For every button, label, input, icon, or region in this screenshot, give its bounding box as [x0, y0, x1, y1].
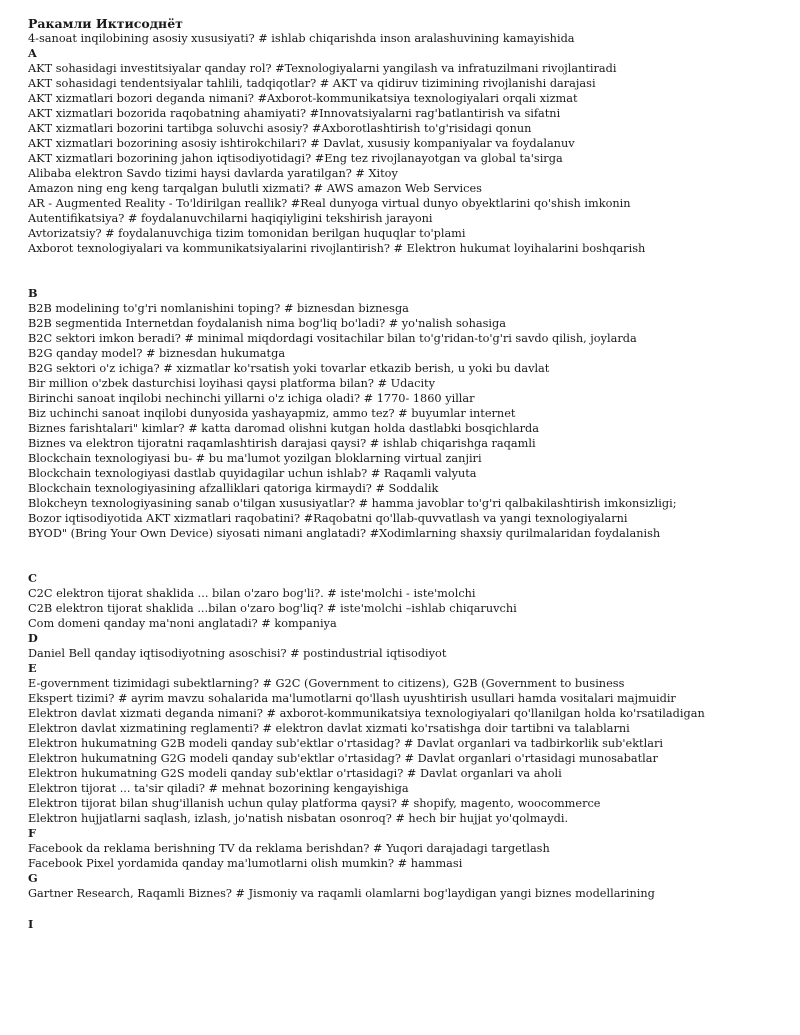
qa-line: B2C sektori imkon beradi? # minimal miqdordagi vositachilar bilan to'g'ridan-to'g'ri savdo qilish, joylarda	[28, 332, 637, 345]
qa-line: Biznes va elektron tijoratni raqamlashtirish darajasi qaysi? # ishlab chiqarishga raqamli	[28, 437, 536, 450]
qa-line: B2G qanday model? # biznesdan hukumatga	[28, 347, 286, 360]
qa-line: Elektron hujjatlarni saqlash, izlash, jo'natish nisbatan osonroq? # hech bir hujjat yo'qolmaydi.	[28, 812, 569, 825]
document-title: Ракамли Иктисоднёт	[28, 16, 183, 31]
section-letter-c: C	[28, 571, 37, 585]
qa-line: AKT xizmatlari bozori deganda nimani? #Axborot-kommunikatsiya texnologiyalari orqali xizmat	[28, 92, 578, 105]
qa-line: Alibaba elektron Savdo tizimi haysi davlarda yaratilgan? # Xitoy	[28, 167, 398, 180]
section-spacer	[28, 256, 790, 286]
qa-line: Daniel Bell qanday iqtisodiyotning asoschisi? # postindustrial iqtisodiyot	[28, 647, 447, 660]
section-letter-e: E	[28, 661, 37, 675]
section-letter-b: B	[28, 286, 38, 300]
qa-line: Bozor iqtisodiyotida AKT xizmatlari raqobatini? #Raqobatni qo'llab-quvvatlash va yangi texnologiyalarni	[28, 512, 628, 525]
intro-line: 4-sanoat inqilobining asosiy xususiyati? # ishlab chiqarishda inson aralashuvining kamayishida	[28, 32, 575, 45]
qa-line: AR - Augmented Reality - To'ldirilgan reallik? #Real dunyoga virtual dunyo obyektlarini qo'shish imkonin	[28, 197, 631, 210]
qa-line: Birinchi sanoat inqilobi nechinchi yillarni o'z ichiga oladi? # 1770- 1860 yillar	[28, 392, 475, 405]
qa-line: Elektron tijorat ... ta'sir qiladi? # mehnat bozorining kengayishiga	[28, 782, 409, 795]
qa-line: AKT sohasidagi investitsiyalar qanday rol? #Texnologiyalarni yangilash va infratuzilmani rivojlantiradi	[28, 62, 617, 75]
qa-line: Biznes farishtalari" kimlar? # katta daromad olishni kutgan holda dastlabki bosqichlarda	[28, 422, 539, 435]
qa-line: Blockchain texnologiyasining afzalliklari qatoriga kirmaydi? # Soddalik	[28, 482, 439, 495]
qa-line: Autentifikatsiya? # foydalanuvchilarni haqiqiyligini tekshirish jarayoni	[28, 212, 433, 225]
qa-line: Elektron hukumatning G2S modeli qanday sub'ektlar o'rtasidagi? # Davlat organlari va aholi	[28, 767, 562, 780]
qa-line: Ekspert tizimi? # ayrim mavzu sohalarida ma'lumotlarni qo'llash uyushtirish usullari hamda vositalari majmuidir	[28, 692, 676, 705]
qa-line: Blockchain texnologiyasi bu- # bu ma'lumot yozilgan bloklarning virtual zanjiri	[28, 452, 482, 465]
qa-line: AKT xizmatlari bozorining jahon iqtisodiyotidagi? #Eng tez rivojlanayotgan va global ta'sirga	[28, 152, 563, 165]
qa-line: B2B segmentida Internetdan foydalanish nima bog'liq bo'ladi? # yo'nalish sohasiga	[28, 317, 506, 330]
qa-line: Elektron davlat xizmatining reglamenti? # elektron davlat xizmati ko'rsatishga doir tartibni va talablarni	[28, 722, 630, 735]
qa-line: Axborot texnologiyalari va kommunikatsiyalarini rivojlantirish? # Elektron hukumat loyihalarini boshqarish	[28, 242, 646, 255]
section-letter-d: D	[28, 631, 38, 645]
qa-line: Elektron davlat xizmati deganda nimani? # axborot-kommunikatsiya texnologiyalari qo'llanilgan holda ko'rsatiladigan	[28, 707, 705, 720]
qa-line: Facebook da reklama berishning TV da reklama berishdan? # Yuqori darajadagi targetlash	[28, 842, 550, 855]
qa-line: Avtorizatsiy? # foydalanuvchiga tizim tomonidan berilgan huquqlar to'plami	[28, 227, 466, 240]
qa-line: C2B elektron tijorat shaklida ...bilan o'zaro bog'liq? # iste'molchi –ishlab chiqaruvchi	[28, 602, 517, 615]
qa-line: Blockchain texnologiyasi dastlab quyidagilar uchun ishlab? # Raqamli valyuta	[28, 467, 477, 480]
qa-line: Elektron hukumatning G2B modeli qanday sub'ektlar o'rtasidag? # Davlat organlari va tadbirkorlik sub'ektlari	[28, 737, 663, 750]
qa-line: Elektron tijorat bilan shug'illanish uchun qulay platforma qaysi? # shopify, magento, woocommerce	[28, 797, 601, 810]
qa-line: Blokcheyn texnologiyasining sanab o'tilgan xususiyatlar? # hamma javoblar to'g'ri qalbakilashtirish imkonsizligi;	[28, 497, 677, 510]
qa-line: Biz uchinchi sanoat inqilobi dunyosida yashayapmiz, ammo tez? # buyumlar internet	[28, 407, 516, 420]
qa-line: B2B modelining to'g'ri nomlanishini toping? # biznesdan biznesga	[28, 302, 409, 315]
qa-line: AKT xizmatlari bozorida raqobatning ahamiyati? #Innovatsiyalarni rag'batlantirish va sifatni	[28, 107, 561, 120]
qa-line: AKT sohasidagi tendentsiyalar tahlili, tadqiqotlar? # AKT va qidiruv tizimining rivojlanishi darajasi	[28, 77, 596, 90]
qa-line: AKT xizmatlari bozorini tartibga soluvchi asosiy? #Axborotlashtirish to'g'risidagi qonun	[28, 122, 532, 135]
qa-line: B2G sektori o'z ichiga? # xizmatlar ko'rsatish yoki tovarlar etkazib berish, u yoki bu davlat	[28, 362, 550, 375]
qa-line: C2C elektron tijorat shaklida ... bilan o'zaro bog'li?. # iste'molchi - iste'molchi	[28, 587, 476, 600]
section-spacer	[28, 901, 790, 917]
qa-line: Bir million o'zbek dasturchisi loyihasi qaysi platforma bilan? # Udacity	[28, 377, 435, 390]
qa-line: Facebook Pixel yordamida qanday ma'lumotlarni olish mumkin? # hammasi	[28, 857, 463, 870]
section-letter-i: I	[28, 917, 34, 931]
qa-line: AKT xizmatlari bozorining asosiy ishtirokchilari? # Davlat, xususiy kompaniyalar va foydalanuv	[28, 137, 575, 150]
section-letter-f: F	[28, 826, 37, 840]
qa-line: Elektron hukumatning G2G modeli qanday sub'ektlar o'rtasidag? # Davlat organlari o'rtasidagi munosabatlar	[28, 752, 658, 765]
qa-line: Com domeni qanday ma'noni anglatadi? # kompaniya	[28, 617, 337, 630]
qa-line: BYOD" (Bring Your Own Device) siyosati nimani anglatadi? #Xodimlarning shaxsiy qurilmalaridan foydalanish	[28, 527, 661, 540]
section-spacer	[28, 541, 790, 571]
qa-line: Gartner Research, Raqamli Biznes? # Jismoniy va raqamli olamlarni bog'laydigan yangi biznes modellarining	[28, 887, 655, 900]
qa-line: Amazon ning eng keng tarqalgan bulutli xizmati? # AWS amazon Web Services	[28, 182, 482, 195]
section-letter-g: G	[28, 871, 38, 885]
qa-line: E-government tizimidagi subektlarning? # G2C (Government to citizens), G2B (Government to business	[28, 677, 625, 690]
section-letter-a: A	[28, 46, 37, 60]
